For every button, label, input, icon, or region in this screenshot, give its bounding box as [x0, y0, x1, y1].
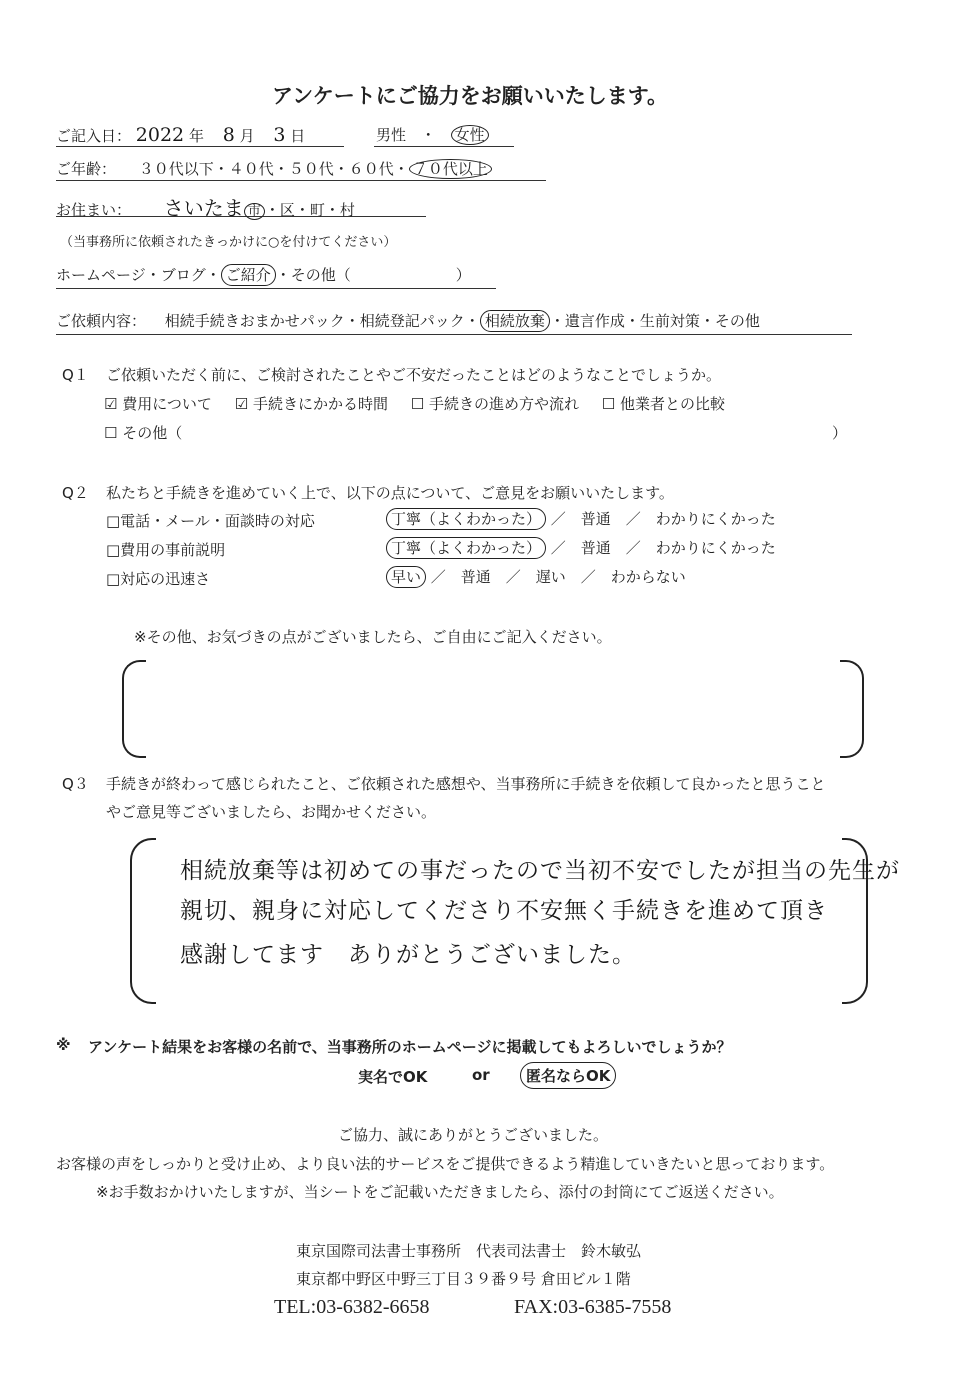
request-selected[interactable]: 相続放棄	[480, 310, 550, 332]
office-fax: FAX:03-6385-7558	[514, 1296, 672, 1318]
address-options[interactable]: ・区・町・村	[264, 201, 355, 219]
q2-free-box-left	[122, 660, 146, 758]
q2-row-item: □費用の事前説明	[106, 541, 226, 559]
q3-answer-box-left	[130, 838, 156, 1004]
request-field	[56, 310, 852, 335]
q3-answer-line1: 相続放棄等は初めての事だったので当初不安でしたが担当の先生が	[180, 858, 900, 884]
q2-question: 私たちと手続きを進めていく上で、以下の点について、ご意見をお願いいたします。	[106, 484, 674, 502]
checkbox-icon[interactable]: ☑	[104, 395, 118, 413]
address-handwritten: さいたま	[163, 196, 244, 220]
gender-female-selected[interactable]: 女性	[451, 125, 489, 145]
date-year: 2022	[135, 124, 185, 146]
q1-option-compare: 他業者との比較	[620, 395, 726, 413]
gender-separator: ・	[420, 126, 436, 144]
q1-option-other: その他（	[122, 424, 183, 442]
q3-answer-line2: 親切、親身に対応してくださり不安無く手続きを進めて頂き	[180, 898, 828, 924]
gender-field	[374, 124, 514, 147]
age-label: ご年齢：	[56, 160, 117, 178]
date-day: 3	[273, 124, 286, 146]
q2-row-selected[interactable]: 丁寧（よくわかった）	[386, 508, 546, 530]
q2-row-selected[interactable]: 丁寧（よくわかった）	[386, 537, 546, 559]
q2-row-answer	[386, 537, 776, 558]
closing-line3: ※お手数おかけいたしますが、当シートをご記載いただきましたら、添付の封筒にてご返送ください。	[96, 1183, 784, 1201]
checkbox-icon[interactable]: ☑	[234, 395, 249, 413]
office-tel: TEL:03-6382-6658	[274, 1296, 430, 1318]
address-field	[56, 192, 426, 220]
office-name: 東京国際司法書士事務所 代表司法書士 鈴木敏弘	[296, 1242, 642, 1260]
q1-option-cost: 費用について	[122, 395, 212, 413]
checkbox-icon[interactable]: ☐	[601, 395, 616, 413]
q1-number: Q１	[62, 366, 89, 384]
date-month-unit: 月	[239, 127, 255, 145]
request-options-post[interactable]: ・遺言作成・生前対策・その他	[549, 312, 760, 330]
trigger-options-pre[interactable]: ホームページ・ブログ・	[56, 266, 221, 284]
q2-row-answer	[386, 566, 686, 587]
q1-option-time: 手続きにかかる時間	[252, 395, 388, 413]
q2-row-item: □対応の迅速さ	[106, 570, 211, 588]
date-label: ご記入日：	[56, 127, 132, 145]
q3-question-line2: やご意見等ございましたら、お聞かせください。	[106, 803, 437, 821]
q3-number: Q３	[62, 775, 89, 793]
publish-option-anon-selected[interactable]: 匿名ならOK	[520, 1062, 616, 1089]
trigger-selected[interactable]: ご紹介	[221, 264, 276, 286]
publish-option-real[interactable]: 実名でOK	[358, 1068, 428, 1086]
date-month: 8	[222, 124, 235, 146]
q2-row-answer	[386, 508, 776, 529]
publish-question: アンケート結果をお客様の名前で、当事務所のホームページに掲載してもよろしいでしょうか？	[88, 1038, 732, 1056]
trigger-note: （当事務所に依頼されたきっかけに○を付けてください）	[60, 235, 397, 250]
closing-thanks: ご協力、誠にありがとうございました。	[338, 1126, 609, 1144]
q1-question: ご依頼いただく前に、ご検討されたことやご不安だったことはどのようなことでしょうか。	[106, 366, 722, 384]
publish-mark: ※	[56, 1036, 71, 1054]
q2-row-options[interactable]: ／ 普通 ／ わかりにくかった	[550, 539, 776, 557]
q2-row-options[interactable]: ／ 普通 ／ わかりにくかった	[550, 510, 776, 528]
q2-free-box-right	[840, 660, 864, 758]
checkbox-icon[interactable]: ☐	[104, 424, 118, 442]
address-city-selected[interactable]: 市	[244, 203, 265, 220]
q3-question-line1: 手続きが終わって感じられたこと、ご依頼された感想や、当事務所に手続きを依頼して良かったと思うこと	[106, 775, 826, 793]
age-options[interactable]: ３０代以下・４０代・５０代・６０代・	[138, 160, 409, 178]
age-selected[interactable]: ７０代以上	[409, 159, 492, 179]
trigger-options-post[interactable]: ・その他（ ）	[275, 266, 471, 284]
closing-line2: お客様の声をしっかりと受け止め、より良い法的サービスをご提供できるよう精進していきたいと思っております。	[56, 1155, 835, 1173]
checkbox-icon[interactable]: ☐	[410, 395, 425, 413]
gender-male[interactable]: 男性	[376, 126, 407, 144]
q1-other-row	[104, 422, 182, 443]
q1-option-process: 手続きの進め方や流れ	[428, 395, 579, 413]
publish-or: or	[472, 1066, 490, 1084]
age-field	[56, 158, 546, 181]
page-title: アンケートにご協力をお願いいたします。	[272, 84, 669, 108]
date-year-unit: 年	[188, 127, 204, 145]
q2-row-options[interactable]: ／ 普通 ／ 遅い ／ わからない	[430, 568, 686, 586]
address-label: お住まい：	[56, 201, 132, 219]
q2-row-item: □電話・メール・面談時の対応	[106, 512, 315, 530]
q2-row-selected[interactable]: 早い	[386, 566, 426, 588]
q1-other-close: ）	[832, 424, 848, 442]
request-options-pre[interactable]: 相続手続きおまかせパック・相続登記パック・	[164, 312, 480, 330]
trigger-field	[56, 264, 496, 289]
request-label: ご依頼内容：	[56, 312, 147, 330]
office-address: 東京都中野区中野三丁目３９番９号 倉田ビル１階	[296, 1270, 631, 1288]
q2-free-prompt: ※その他、お気づきの点がございましたら、ご自由にご記入ください。	[134, 628, 612, 646]
q2-number: Q２	[62, 484, 89, 502]
q3-answer-line3: 感謝してます ありがとうございました。	[180, 942, 636, 968]
q1-options	[104, 393, 725, 414]
date-field	[56, 124, 344, 147]
date-day-unit: 日	[290, 127, 306, 145]
